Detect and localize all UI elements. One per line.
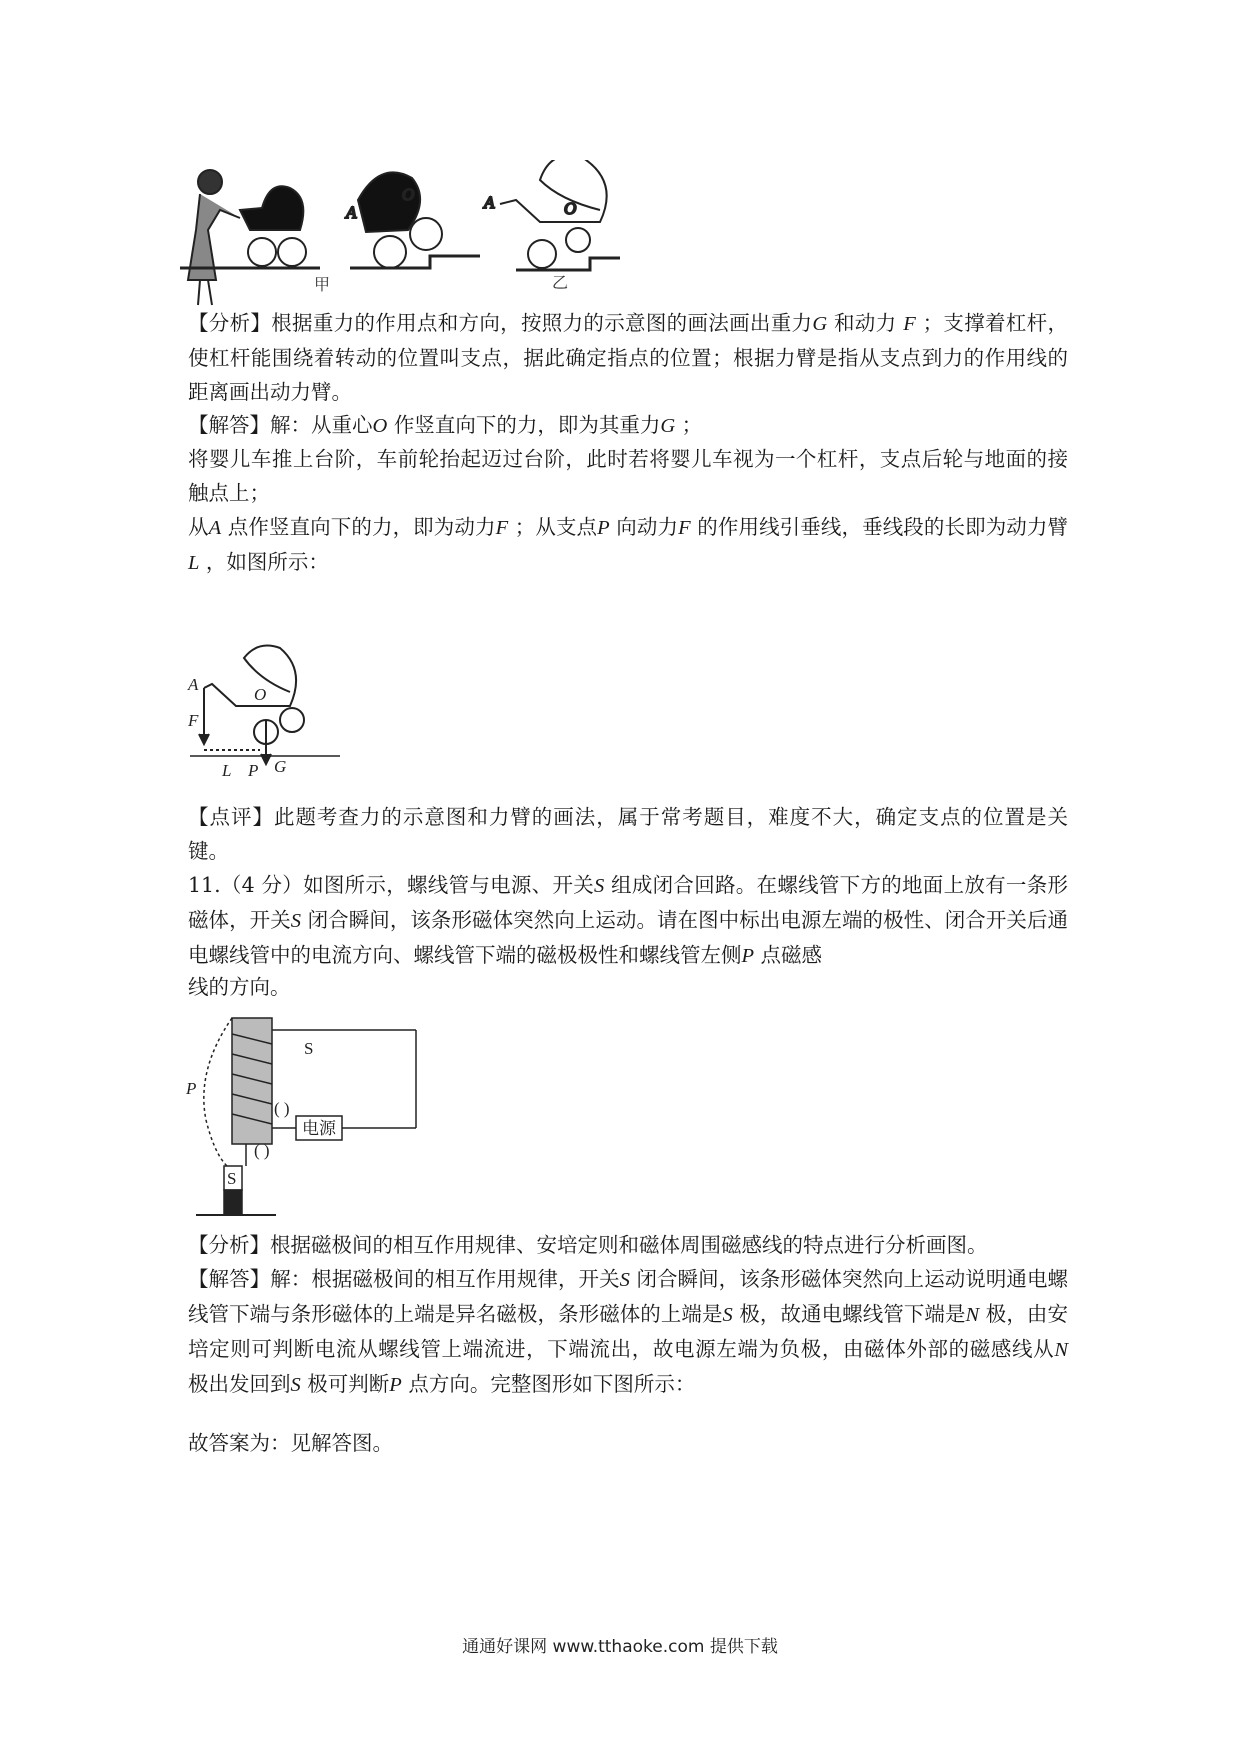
q11-question-tail: 线的方向。: [188, 975, 291, 999]
svg-text:N: N: [227, 1193, 240, 1212]
svg-text:( ): ( ): [254, 1141, 270, 1160]
svg-text:P: P: [248, 761, 259, 780]
q10-answer: 【解答】解：从重心O 作竖直向下的力，即为其重力G ；: [188, 413, 703, 437]
figure-solenoid: [186, 1010, 426, 1220]
svg-text:O: O: [402, 185, 415, 204]
figure-lever-answer: [180, 640, 350, 790]
svg-text:O: O: [254, 685, 267, 704]
svg-text:A: A: [346, 203, 357, 222]
solenoid-core: [232, 1018, 272, 1144]
svg-text:L: L: [222, 761, 232, 780]
q11-answer: 【解答】解：根据磁极间的相互作用规律，开关S 闭合瞬间，该条形磁体突然向上运动说明通电螺线管下端与条形磁体的上端是异名磁极，条形磁体的上端是S 极，故通电螺线管下端是N 极，由安培定则可判断电流从螺线管上端流进，下端流出，故电源左端为负极，由磁体外部的磁感线从N 极出发回到S 极可判断P 点方向。完整图形如下图所示：: [188, 1267, 1069, 1396]
svg-text:F: F: [188, 711, 199, 730]
svg-text:A: A: [484, 193, 495, 212]
q11-final: 故答案为：见解答图。: [188, 1431, 393, 1455]
field-line: [204, 1018, 232, 1170]
q10-comment: 【点评】此题考查力的示意图和力臂的画法，属于常考题目，难度不大，确定支点的位置是关键。: [188, 805, 1069, 863]
q11-analysis: 【分析】根据磁极间的相互作用规律、安培定则和磁体周围磁感线的特点进行分析画图。: [188, 1233, 988, 1257]
woman-illustration: [188, 170, 240, 305]
stroller-3: [483, 160, 620, 270]
svg-text:O: O: [564, 199, 577, 218]
svg-text:A: A: [188, 675, 199, 694]
stroller-2: [345, 172, 480, 268]
q10-analysis: 【分析】根据重力的作用点和方向，按照力的示意图的画法画出重力G 和动力 F ；支撑着杠杆，使杠杆能围绕着转动的位置叫支点，据此确定指点的位置；根据力臂是指从支点到力的作用线的距离画出动力臂。: [188, 311, 1068, 404]
page-footer: 通通好课网 www.tthaoke.com 提供下载: [462, 1637, 778, 1657]
svg-text:G: G: [274, 757, 287, 776]
svg-text:S: S: [304, 1039, 314, 1058]
q10-answer-line2: 将婴儿车推上台阶，车前轮抬起迈过台阶，此时若将婴儿车视为一个杠杆，支点后轮与地面的接触点上；: [188, 447, 1068, 505]
q10-answer-line3: 从A 点作竖直向下的力，即为动力F ；从支点P 向动力F 的作用线引垂线，垂线段的长即为动力臂L ，如图所示：: [188, 515, 1069, 574]
svg-text:P: P: [186, 1079, 197, 1098]
svg-text:S: S: [227, 1169, 237, 1188]
caption-yi: 乙: [552, 273, 569, 292]
q11-question: 11.（4 分）如图所示，螺线管与电源、开关S 组成闭合回路。在螺线管下方的地面上放有一条形磁体，开关S 闭合瞬间，该条形磁体突然向上运动。请在图中标出电源左端的极性、闭合开关后通电螺线管中的电流方向、螺线管下端的磁极极性和螺线管左侧P 点磁感: [188, 873, 1069, 967]
svg-text:( ): ( ): [274, 1099, 290, 1118]
caption-jia: 甲: [314, 275, 331, 294]
svg-text:电源: 电源: [302, 1119, 336, 1138]
figure-strollers: [180, 160, 700, 330]
